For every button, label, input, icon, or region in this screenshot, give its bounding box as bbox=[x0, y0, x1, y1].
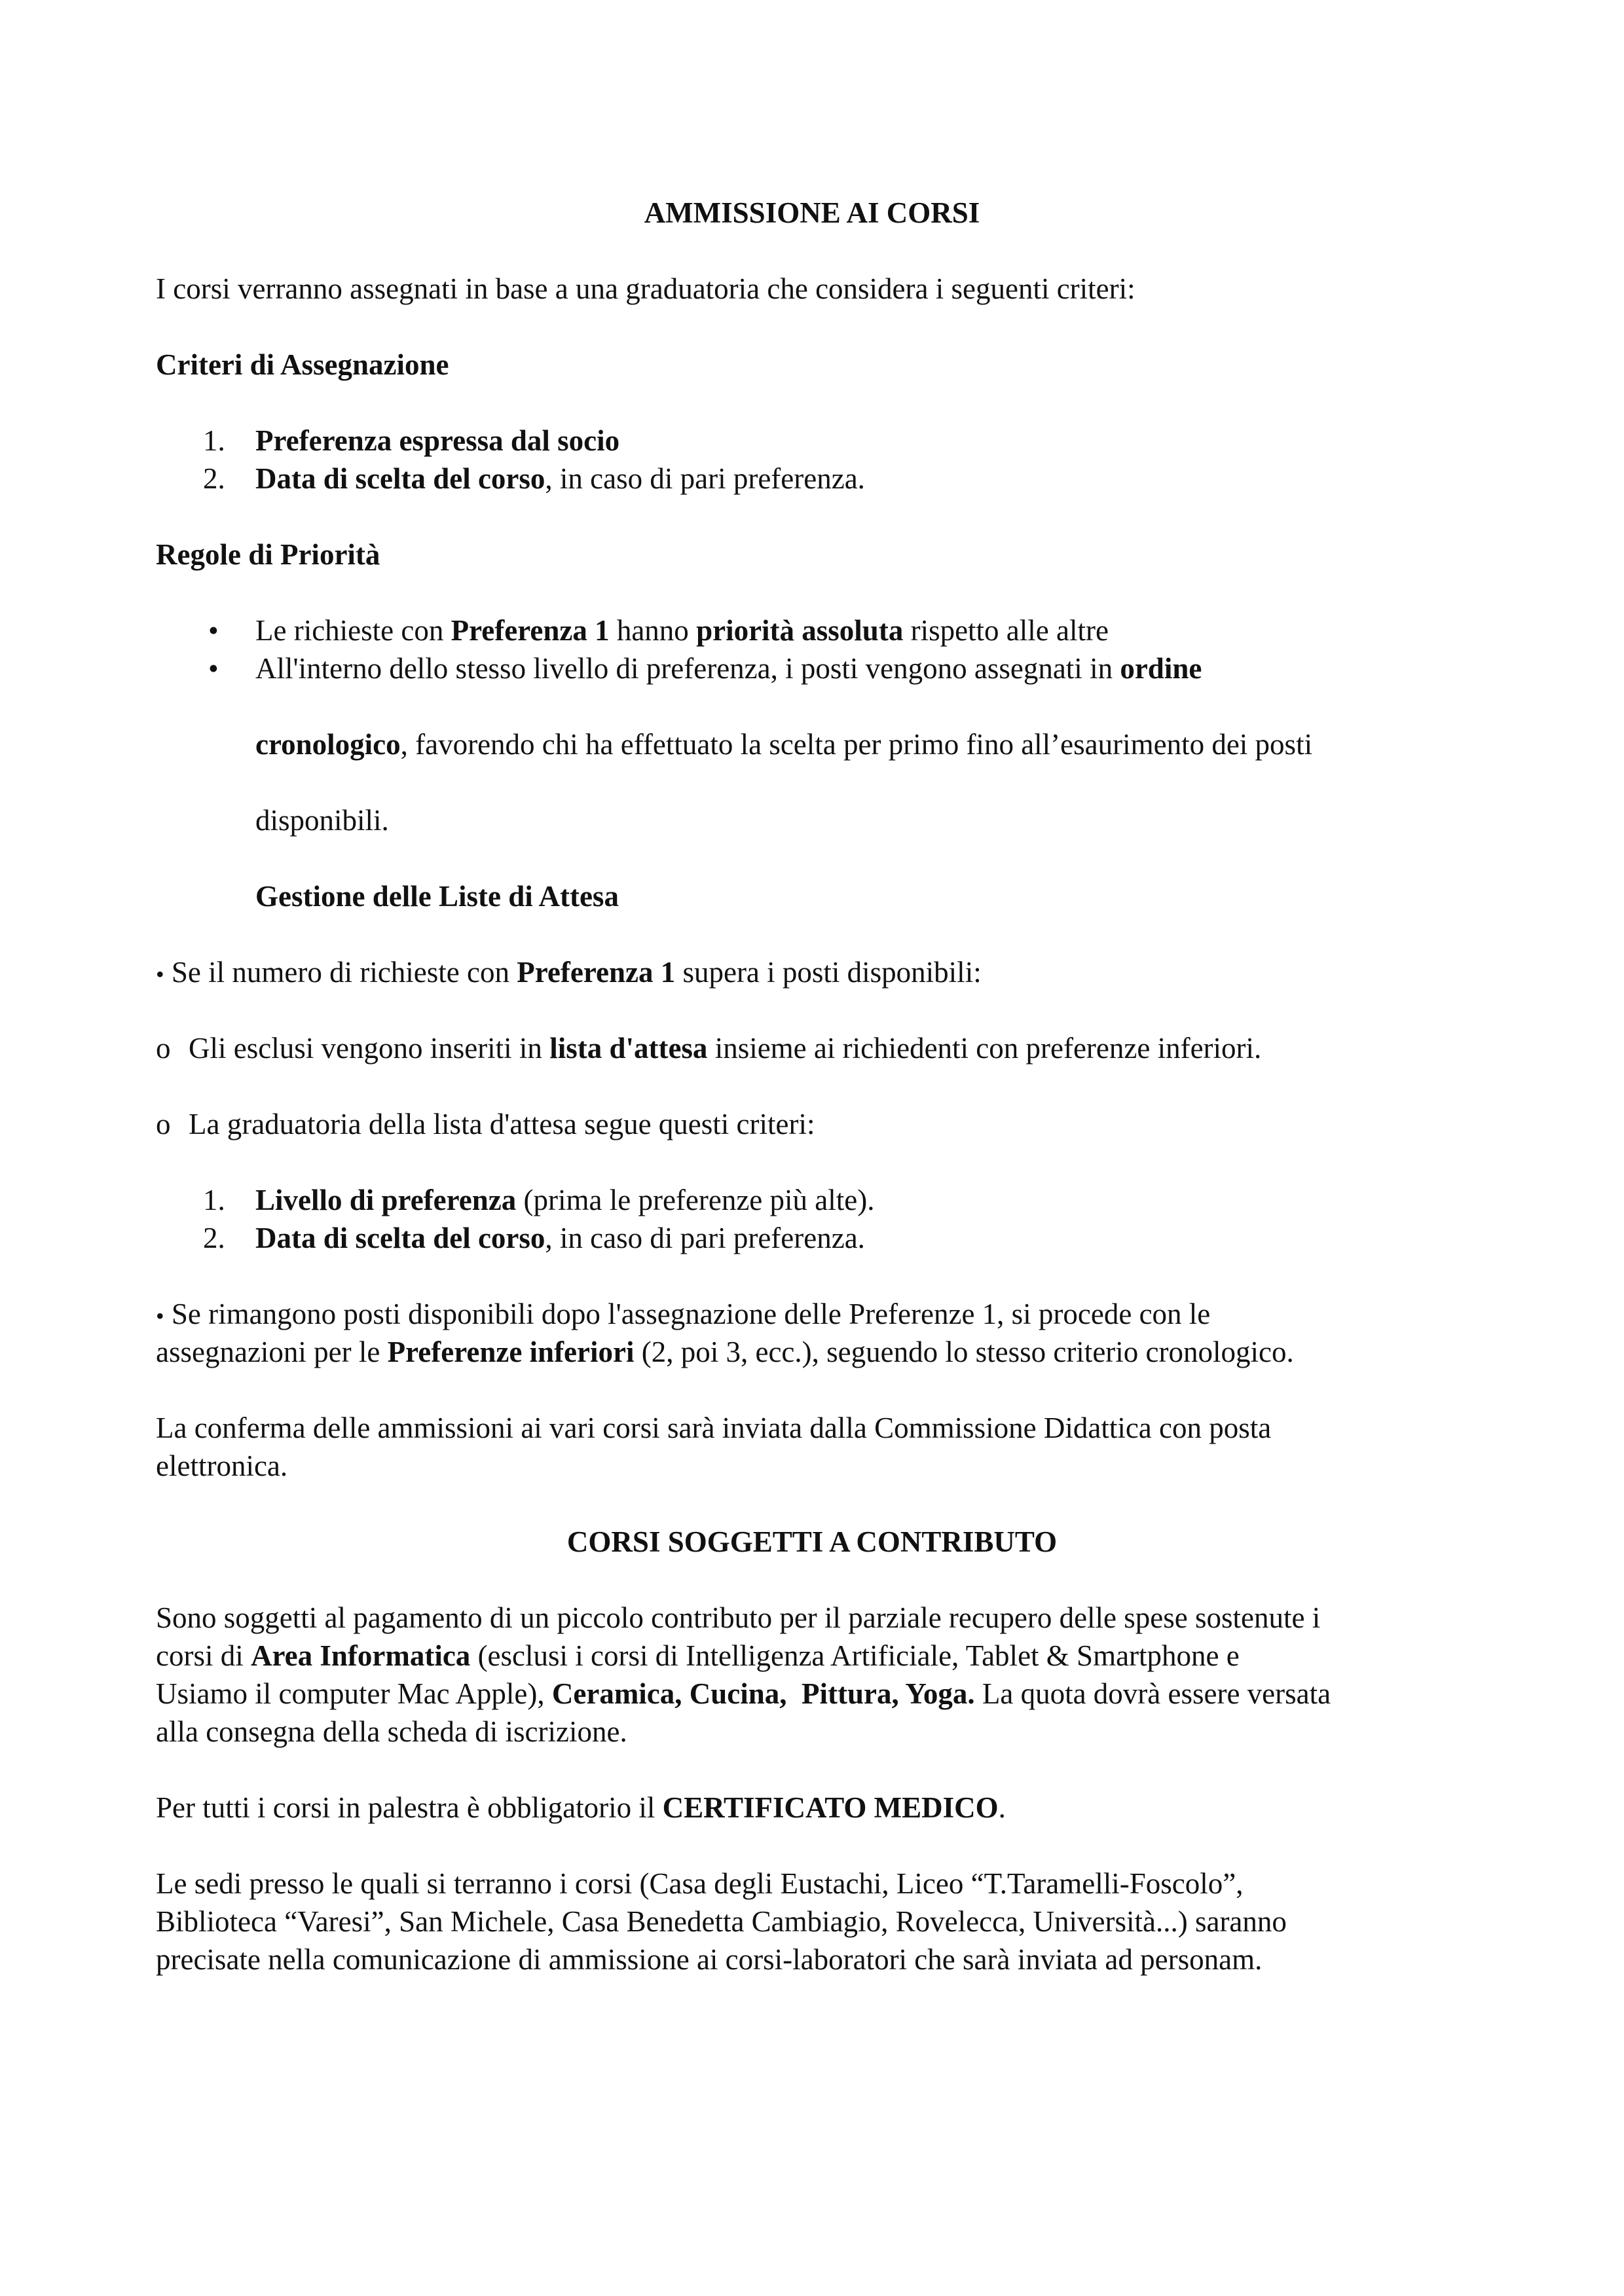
contributo-line3-text-c: La quota dovrà essere versata bbox=[974, 1677, 1331, 1710]
regole-b2-line1-bold: ordine bbox=[1120, 652, 1202, 685]
liste-item-number-1: 1. bbox=[203, 1184, 225, 1216]
liste-item-2 bbox=[255, 1219, 865, 1257]
contributo-line3-text-a: Usiamo il computer Mac Apple), bbox=[156, 1677, 552, 1710]
contributo-line2-text-a: corsi di bbox=[156, 1639, 251, 1672]
criteri-item-number-2: 2. bbox=[203, 462, 225, 495]
bullet-icon: • bbox=[156, 1303, 164, 1329]
liste-paragraph-3: La graduatoria della lista d'attesa segue questi criteri: bbox=[189, 1108, 815, 1140]
regole-heading: Regole di Priorità bbox=[156, 538, 380, 571]
sedi-line-1: Le sedi presso le quali si terranno i corsi (Casa degli Eustachi, Liceo “T.Taramelli-Foscolo”, bbox=[156, 1867, 1244, 1900]
contributo-line-4: alla consegna della scheda di iscrizione. bbox=[156, 1715, 627, 1748]
liste-paragraph-4-line-2 bbox=[156, 1333, 1294, 1371]
regole-b1-bold-priorita: priorità assoluta bbox=[696, 614, 904, 647]
liste-paragraph-1 bbox=[156, 953, 982, 993]
sedi-line-3: precisate nella comunicazione di ammissione ai corsi-laboratori che sarà inviata ad personam. bbox=[156, 1943, 1263, 1976]
regole-b2-line2-bold: cronologico bbox=[255, 728, 401, 761]
criteri-item-2-bold: Data di scelta del corso bbox=[255, 462, 545, 495]
conferma-paragraph-line-1: La conferma delle ammissioni ai vari corsi sarà inviata dalla Commissione Didattica con posta bbox=[156, 1412, 1272, 1444]
liste-p4-line2-text-c: (2, poi 3, ecc.), seguendo lo stesso criterio cronologico. bbox=[634, 1336, 1294, 1368]
circle-bullet-icon: o bbox=[156, 1108, 171, 1140]
contributo-line3-bold: Ceramica, Cucina, Pittura, Yoga. bbox=[551, 1677, 975, 1710]
regole-bullet-2-line-3: disponibili. bbox=[255, 804, 389, 837]
regole-b1-bold-preferenza: Preferenza 1 bbox=[451, 614, 610, 647]
regole-bullet-1 bbox=[255, 611, 1109, 649]
certificato-paragraph bbox=[156, 1789, 1006, 1827]
liste-p2-text-c: insieme ai richiedenti con preferenze inferiori. bbox=[707, 1032, 1262, 1065]
regole-b1-text-c: hanno bbox=[609, 614, 697, 647]
criteri-item-number-1: 1. bbox=[203, 424, 225, 457]
criteri-item-2-rest: , in caso di pari preferenza. bbox=[545, 462, 865, 495]
liste-paragraph-4-line-1 bbox=[156, 1295, 1210, 1335]
liste-item-1 bbox=[255, 1181, 874, 1219]
bullet-icon: • bbox=[208, 614, 219, 647]
contributo-line-1: Sono soggetti al pagamento di un piccolo contributo per il parziale recupero delle spese sostenute i bbox=[156, 1601, 1321, 1634]
liste-p1-text-a: Se il numero di richieste con bbox=[164, 956, 517, 989]
liste-paragraph-2 bbox=[189, 1029, 1261, 1067]
bullet-icon: • bbox=[208, 652, 219, 685]
liste-item-1-bold: Livello di preferenza bbox=[255, 1184, 517, 1216]
regole-b2-line1-text: All'interno dello stesso livello di preferenza, i posti vengono assegnati in bbox=[255, 652, 1120, 685]
liste-p1-bold: Preferenza 1 bbox=[517, 956, 676, 989]
liste-item-2-rest: , in caso di pari preferenza. bbox=[545, 1222, 865, 1254]
criteri-item-2 bbox=[255, 460, 865, 498]
certificato-text-a: Per tutti i corsi in palestra è obbligatorio il bbox=[156, 1791, 663, 1824]
liste-attesa-heading: Gestione delle Liste di Attesa bbox=[255, 880, 619, 913]
certificato-bold: CERTIFICATO MEDICO bbox=[662, 1791, 999, 1824]
liste-p4-line2-bold: Preferenze inferiori bbox=[387, 1336, 635, 1368]
contributo-line2-text-c: (esclusi i corsi di Intelligenza Artificiale, Tablet & Smartphone e bbox=[470, 1639, 1240, 1672]
contributo-line-2 bbox=[156, 1637, 1240, 1675]
circle-bullet-icon: o bbox=[156, 1032, 171, 1065]
regole-bullet-2-line-1 bbox=[255, 649, 1202, 687]
regole-b1-text-e: rispetto alle altre bbox=[903, 614, 1109, 647]
liste-item-number-2: 2. bbox=[203, 1222, 225, 1254]
section-title-ammissione: AMMISSIONE AI CORSI bbox=[644, 196, 980, 229]
liste-item-1-rest: (prima le preferenze più alte). bbox=[516, 1184, 875, 1216]
regole-b2-line2-text: , favorendo chi ha effettuato la scelta per primo fino all’esaurimento dei posti bbox=[400, 728, 1313, 761]
criteri-item-1-bold: Preferenza espressa dal socio bbox=[255, 424, 620, 457]
contributo-line2-bold: Area Informatica bbox=[250, 1639, 471, 1672]
contributo-line-3 bbox=[156, 1675, 1331, 1713]
liste-p4-line2-text-a: assegnazioni per le bbox=[156, 1336, 388, 1368]
criteri-item-1 bbox=[255, 422, 619, 460]
criteri-heading: Criteri di Assegnazione bbox=[156, 348, 449, 381]
regole-bullet-2-line-2 bbox=[255, 725, 1312, 763]
sedi-line-2: Biblioteca “Varesi”, San Michele, Casa Benedetta Cambiagio, Rovelecca, Università...) saranno bbox=[156, 1905, 1287, 1938]
liste-p2-bold: lista d'attesa bbox=[549, 1032, 708, 1065]
certificato-text-c: . bbox=[998, 1791, 1006, 1824]
conferma-paragraph-line-2: elettronica. bbox=[156, 1449, 288, 1482]
liste-p4-line1-text: Se rimangono posti disponibili dopo l'assegnazione delle Preferenze 1, si procede con le bbox=[164, 1298, 1211, 1330]
section-title-contributo: CORSI SOGGETTI A CONTRIBUTO bbox=[566, 1525, 1058, 1558]
regole-b1-text-a: Le richieste con bbox=[255, 614, 451, 647]
liste-p1-text-c: supera i posti disponibili: bbox=[675, 956, 982, 989]
liste-item-2-bold: Data di scelta del corso bbox=[255, 1222, 545, 1254]
bullet-icon: • bbox=[156, 961, 164, 987]
intro-paragraph: I corsi verranno assegnati in base a una graduatoria che considera i seguenti criteri: bbox=[156, 272, 1135, 305]
liste-p2-text-a: Gli esclusi vengono inseriti in bbox=[189, 1032, 550, 1065]
